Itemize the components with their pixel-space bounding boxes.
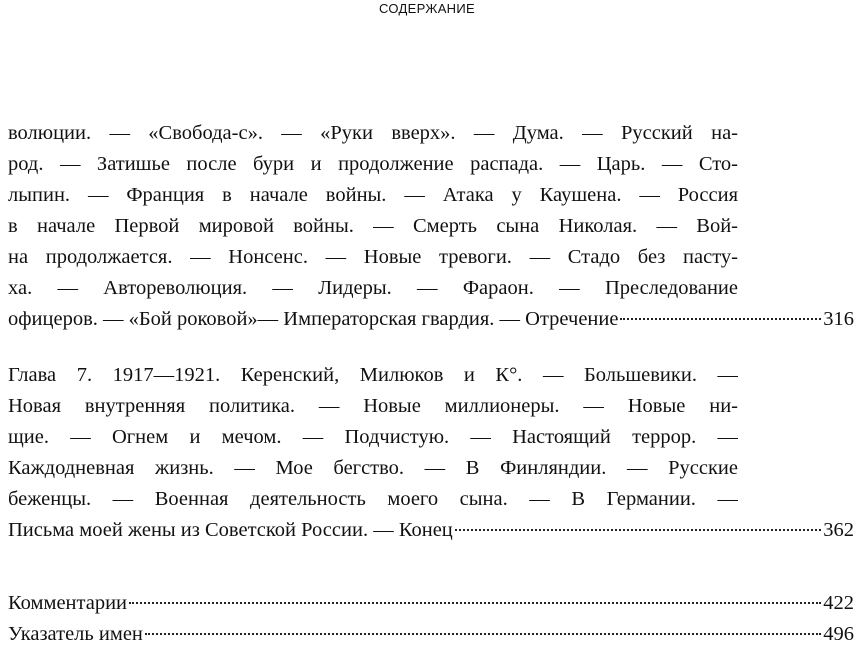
page-number: 496: [823, 623, 854, 645]
toc-text-line: Каждодневная жизнь. — Мое бегство. — В Финляндии. — Русские: [8, 457, 738, 479]
toc-entry-title: Указатель имен: [8, 623, 143, 645]
toc-text-line: Глава 7. 1917—1921. Керенский, Милюков и К°. — Большевики. —: [8, 364, 738, 386]
toc-section-appendix: [8, 588, 854, 650]
toc-text-line: Новая внутренняя политика. — Новые миллионеры. — Новые ни-: [8, 395, 738, 417]
page-header: СОДЕРЖАНИЕ: [378, 1, 475, 16]
toc-text-line: ха. — Автореволюция. — Лидеры. — Фараон. — Преследование: [8, 277, 738, 299]
toc-text-line: беженцы. — Военная деятельность моего сына. — В Германии. —: [8, 488, 738, 510]
toc-entry-title: офицеров. — «Бой роковой»— Императорская гвардия. — Отречение: [8, 308, 619, 330]
toc-entry-comments[interactable]: [8, 588, 854, 619]
toc-text-line: на продолжается. — Нонсенс. — Новые тревоги. — Стадо без пасту-: [8, 246, 738, 268]
toc-section-chapter7: [8, 360, 854, 546]
page-number: 316: [823, 308, 854, 330]
dot-leader: [455, 529, 821, 531]
toc-entry-index[interactable]: [8, 619, 854, 650]
toc-entry-title: Комментарии: [8, 592, 128, 614]
toc-text-line: в начале Первой мировой войны. — Смерть сына Николая. — Вой-: [8, 215, 738, 237]
page-number: 362: [823, 519, 854, 541]
toc-text-line: волюции. — «Свобода-с». — «Руки вверх». — Дума. — Русский на-: [8, 122, 738, 144]
toc-entry-last-line[interactable]: [8, 515, 854, 546]
page-number: 422: [823, 592, 854, 614]
toc-entry-last-line[interactable]: [8, 304, 854, 335]
dot-leader: [145, 633, 821, 635]
toc-section-chapter6: [8, 118, 854, 335]
dot-leader: [620, 318, 821, 320]
toc-text-line: лыпин. — Франция в начале войны. — Атака у Каушена. — Россия: [8, 184, 738, 206]
dot-leader: [129, 602, 821, 604]
toc-text-line: щие. — Огнем и мечом. — Подчистую. — Настоящий террор. —: [8, 426, 738, 448]
toc-text-line: род. — Затишье после бури и продолжение распада. — Царь. — Сто-: [8, 153, 738, 175]
toc-entry-title: Письма моей жены из Советской России. — Конец: [8, 519, 453, 541]
